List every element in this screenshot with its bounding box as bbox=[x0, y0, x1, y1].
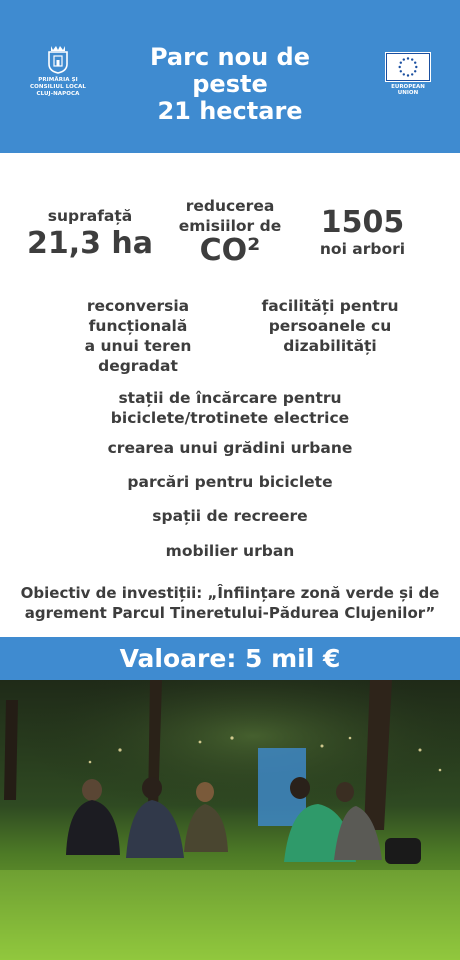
charging-line-1: stații de încărcare pentru bbox=[118, 389, 342, 407]
page-title bbox=[110, 44, 350, 125]
park-photo bbox=[0, 680, 460, 960]
emissions-label bbox=[175, 196, 285, 236]
accessibility-line-2: persoanele cu bbox=[268, 317, 392, 335]
accessibility-line-3: dizabilități bbox=[283, 337, 377, 355]
title-line-2: 21 hectare bbox=[157, 97, 303, 125]
eu-caption: EUROPEAN UNION bbox=[391, 84, 425, 96]
area-value: 21,3 ha bbox=[26, 226, 154, 261]
trees-value: 1505 bbox=[320, 205, 405, 240]
emissions-value: CO² bbox=[199, 233, 261, 268]
emissions-label-line-2: emisiilor de bbox=[178, 217, 282, 235]
area-label: suprafață bbox=[47, 207, 133, 225]
eu-logo bbox=[385, 52, 431, 96]
accessibility-line-1: facilități pentru bbox=[261, 297, 399, 315]
eu-flag-icon bbox=[385, 52, 431, 82]
urban-garden-item: crearea unui grădini urbane bbox=[107, 439, 353, 457]
recreation-item: spații de recreere bbox=[152, 507, 308, 525]
trees-label: noi arbori bbox=[319, 240, 406, 258]
bike-parking-item: parcări pentru biciclete bbox=[127, 473, 333, 491]
objective-line-2: agrement Parcul Tineretului-Pădurea Clujenilor” bbox=[24, 604, 436, 622]
city-hall-text: PRIMĂRIA ȘI CONSILIUL LOCAL CLUJ-NAPOCA bbox=[29, 77, 87, 97]
objective-line-1: Obiectiv de investiții: „Înființare zonă verde și de bbox=[20, 584, 440, 602]
reconversion-line-1: reconversia funcțională bbox=[86, 297, 190, 335]
city-crest-icon bbox=[47, 44, 69, 74]
reconversion-feature bbox=[36, 296, 240, 376]
title-line-1: Parc nou de peste bbox=[149, 43, 311, 98]
emissions-label-line-1: reducerea bbox=[185, 197, 275, 215]
investment-objective bbox=[10, 583, 450, 623]
value-banner: Valoare: 5 mil € bbox=[0, 637, 460, 680]
accessibility-feature bbox=[250, 296, 410, 356]
charging-stations-item bbox=[20, 388, 440, 428]
city-hall-logo bbox=[22, 44, 94, 98]
reconversion-line-2: a unui teren bbox=[84, 337, 192, 355]
urban-furniture-item: mobilier urban bbox=[165, 542, 295, 560]
reconversion-line-3: degradat bbox=[98, 357, 178, 375]
charging-line-2: biciclete/trotinete electrice bbox=[110, 409, 350, 427]
header-banner bbox=[0, 0, 460, 153]
